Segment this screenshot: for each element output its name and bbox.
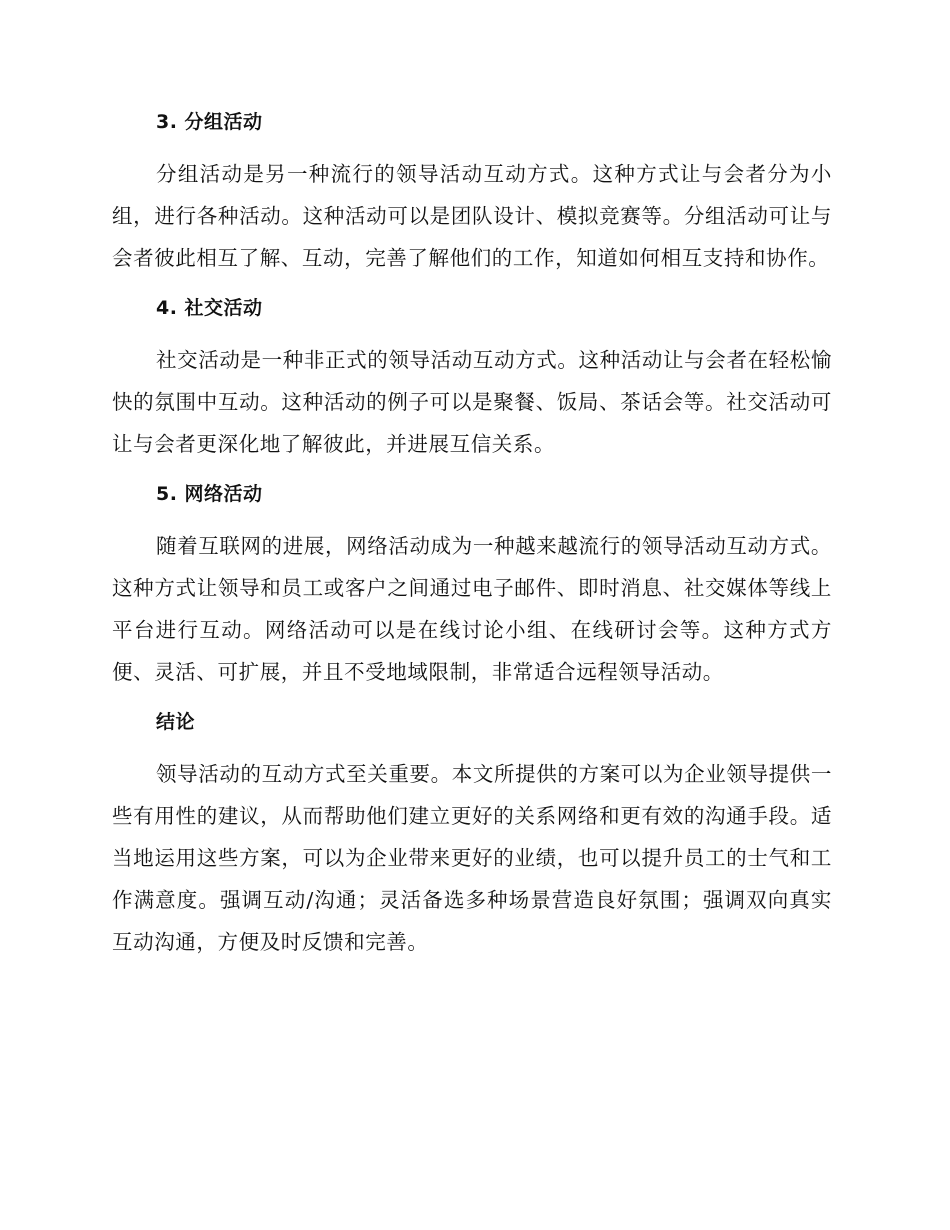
section-heading-online: 5. 网络活动 [156,483,263,505]
section-body-conclusion: 领导活动的互动方式至关重要。本文所提供的方案可以为企业领导提供一些有用性的建议，从而帮助他们建立更好的关系网络和更有效的沟通手段。适当地运用这些方案，可以为企业带来更好的业绩，也可以提升员工的士气和工作满意度。强调互动/沟通；灵活备选多种场景营造良好氛围；强调双向真实互动沟通，方便及时反馈和完善。 [112,762,832,954]
section-heading-conclusion: 结论 [156,711,196,733]
section-body-online: 随着互联网的进展，网络活动成为一种越来越流行的领导活动互动方式。这种方式让领导和员工或客户之间通过电子邮件、即时消息、社交媒体等线上平台进行互动。网络活动可以是在线讨论小组、在线研讨会等。这种方式方便、灵活、可扩展，并且不受地域限制，非常适合远程领导活动。 [112,534,832,684]
section-body-grouping: 分组活动是另一种流行的领导活动互动方式。这种方式让与会者分为小组，进行各种活动。这种活动可以是团队设计、模拟竞赛等。分组活动可让与会者彼此相互了解、互动，完善了解他们的工作，知道如何相互支持和协作。 [112,162,832,270]
section-body-social: 社交活动是一种非正式的领导活动互动方式。这种活动让与会者在轻松愉快的氛围中互动。这种活动的例子可以是聚餐、饭局、茶话会等。社交活动可让与会者更深化地了解彼此，并进展互信关系。 [112,348,832,456]
document-content [112,108,832,978]
section-heading-social: 4. 社交活动 [156,297,263,319]
section-heading-grouping: 3. 分组活动 [156,111,263,133]
